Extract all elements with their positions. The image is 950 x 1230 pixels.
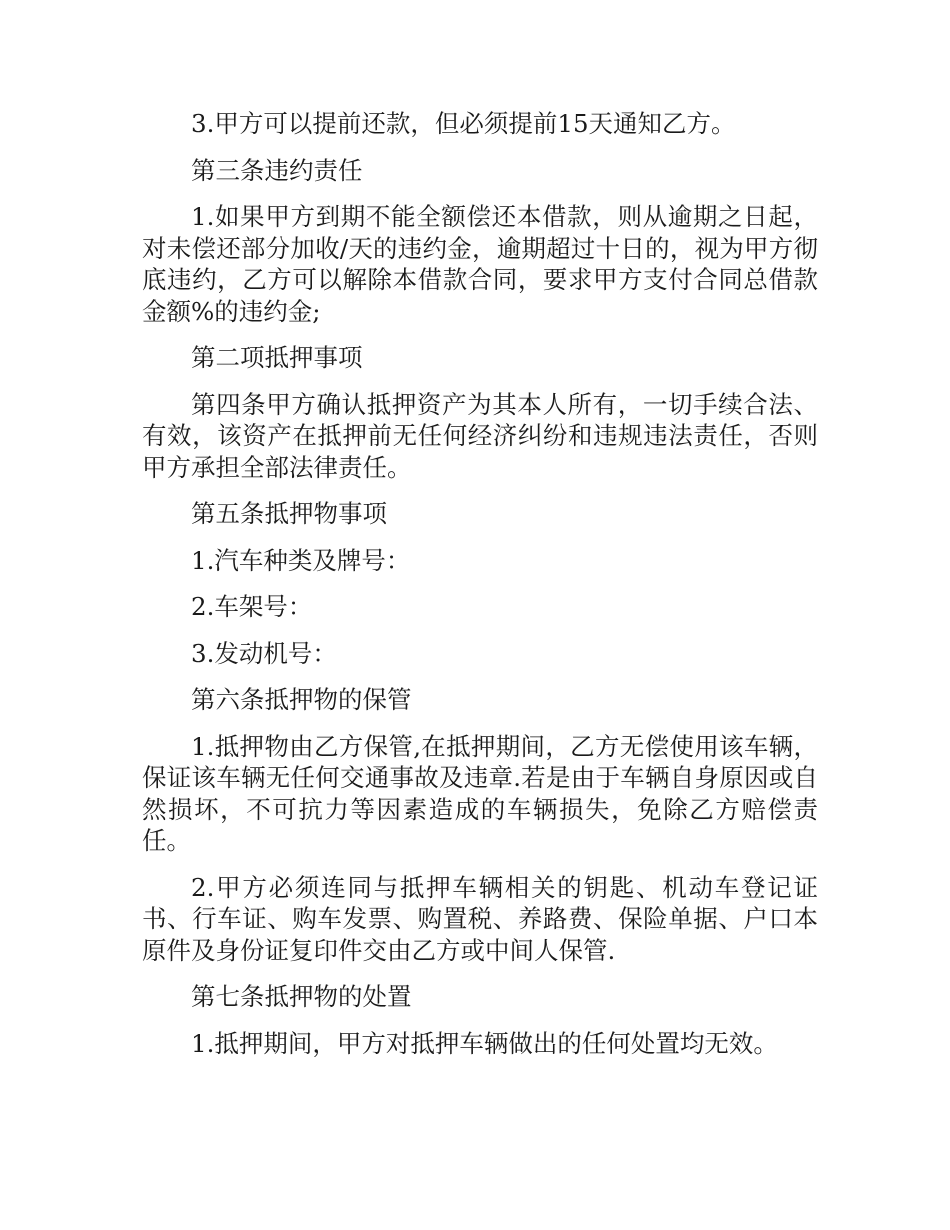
heading-article-6: 第六条抵押物的保管 [191,685,412,714]
clause-vehicle-type: 1.汽车种类及牌号： [191,545,411,575]
heading-article-5: 第五条抵押物事项 [191,499,387,528]
heading-article-7: 第七条抵押物的处置 [191,982,412,1011]
clause-custody: 1.抵押物由乙方保管,在抵押期间，乙方无偿使用该车辆，保证该车辆无任何交通事故及违章.若是由于车辆自身原因或自然损坏，不可抗力等因素造成的车辆损失，免除乙方赔偿责任。 [142,731,818,855]
clause-documents: 2.甲方必须连同与抵押车辆相关的钥匙、机动车登记证书、行车证、购车发票、购置税、养路费、保险单据、户口本原件及身份证复印件交由乙方或中间人保管. [142,872,818,965]
clause-article-4: 第四条甲方确认抵押资产为其本人所有，一切手续合法、有效，该资产在抵押前无任何经济纠纷和违规违法责任，否则甲方承担全部法律责任。 [142,389,818,482]
clause-disposal: 1.抵押期间，甲方对抵押车辆做出的任何处置均无效。 [191,1028,778,1058]
clause-prepayment: 3.甲方可以提前还款，但必须提前15天通知乙方。 [191,109,736,138]
heading-article-3: 第三条违约责任 [191,155,363,185]
heading-section-2: 第二项抵押事项 [191,343,363,372]
clause-engine-number: 3.发动机号： [191,638,337,668]
clause-default-penalty: 1.如果甲方到期不能全额偿还本借款，则从逾期之日起，对未偿还部分加收/天的违约金，逾期超过十日的，视为甲方彻底违约，乙方可以解除本借款合同，要求甲方支付合同总借款金额%的违约金; [142,202,818,326]
clause-vin: 2.车架号： [191,592,313,621]
document-body [142,108,818,1074]
